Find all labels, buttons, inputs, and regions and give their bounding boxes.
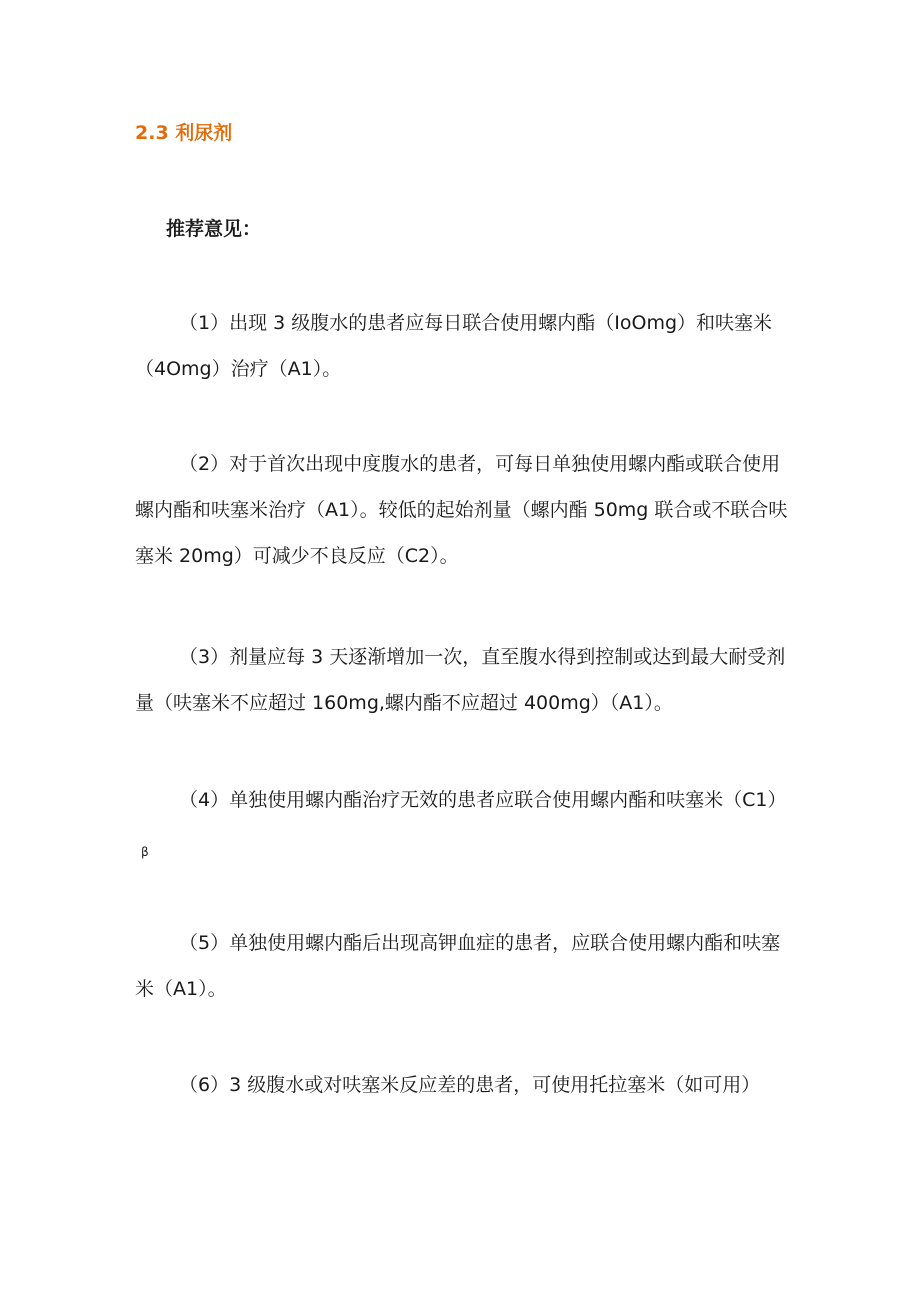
recommendation-paragraph-6 xyxy=(135,1062,795,1108)
recommendation-paragraph-5 xyxy=(135,920,795,1012)
recommendation-paragraph-4 xyxy=(135,777,795,875)
recommendation-paragraph-2 xyxy=(135,441,795,579)
recommendation-text-1: （1）出现 3 级腹水的患者应每日联合使用螺内酯（IoOmg）和呋塞米（4Omg）治疗（A1）。 xyxy=(135,312,773,380)
recommendation-paragraph-3 xyxy=(135,634,795,726)
recommendation-text-5: （5）单独使用螺内酯后出现高钾血症的患者，应联合使用螺内酯和呋塞米（A1）。 xyxy=(135,932,781,1000)
recommendation-text-6: （6）3 级腹水或对呋塞米反应差的患者，可使用托拉塞米（如可用） xyxy=(179,1074,761,1096)
section-heading: 2.3 利尿剂 xyxy=(135,122,233,144)
recommendations-heading: 推荐意见： xyxy=(166,218,262,240)
recommendation-text-4: （4）单独使用螺内酯治疗无效的患者应联合使用螺内酯和呋塞米（C1） xyxy=(179,789,787,811)
recommendation-text-2: （2）对于首次出现中度腹水的患者，可每日单独使用螺内酯或联合使用螺内酯和呋塞米治疗（A1）。较低的起始剂量（螺内酯 50mg 联合或不联合呋塞米 20mg）可减少不良反应（C2）。 xyxy=(135,453,788,567)
recommendation-paragraph-1 xyxy=(135,300,795,392)
recommendation-text-3: （3）剂量应每 3 天逐渐增加一次，直至腹水得到控制或达到最大耐受剂量（呋塞米不应超过 160mg,螺内酯不应超过 400mg）（A1）。 xyxy=(135,646,786,714)
recommendation-suffix-4: β xyxy=(141,845,149,859)
